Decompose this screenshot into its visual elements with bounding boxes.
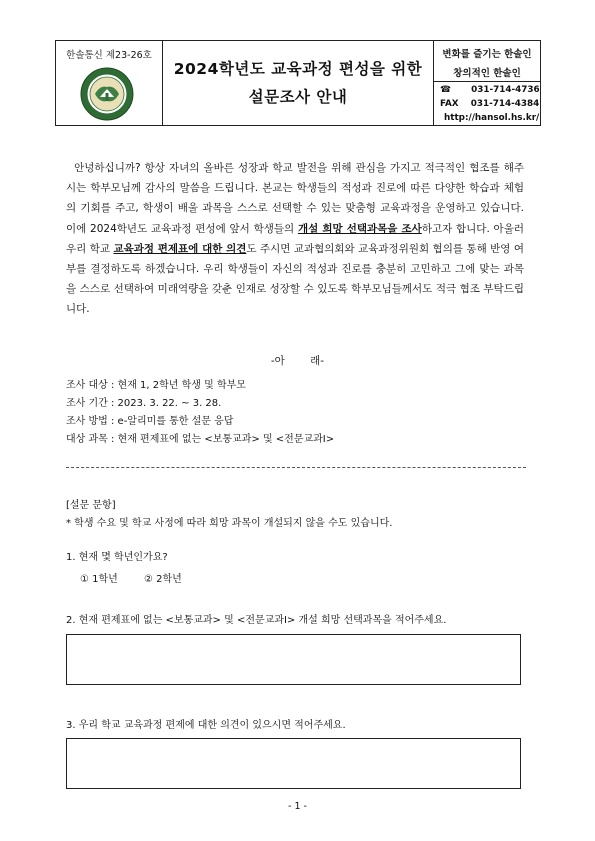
phone-number: 031-714-4736 <box>471 85 540 95</box>
document-number: 한솔통신 제23-26호 <box>66 50 152 61</box>
intro-paragraph <box>66 158 524 320</box>
survey-note: * 학생 수요 및 학교 사정에 따라 희망 과목이 개설되지 않을 수도 있습니다. <box>66 518 393 529</box>
school-emblem-icon <box>80 67 134 121</box>
header-right-cell <box>434 41 540 125</box>
question-3: 3. 우리 학교 교육과정 편제에 대한 의견이 있으시면 적어주세요. <box>66 720 346 731</box>
section-divider <box>66 467 526 468</box>
intro-emphasis-survey: 개설 희망 선택과목을 조사 <box>297 222 422 235</box>
question-1: 1. 현재 몇 학년인가요? <box>66 552 168 563</box>
header-title-cell <box>163 41 434 125</box>
info-target: 조사 대상 : 현재 1, 2학년 학생 및 학부모 <box>66 380 246 391</box>
details-heading: -아 래- <box>270 355 325 367</box>
info-subjects: 대상 과목 : 현재 편제표에 없는 <보통교과> 및 <전문교과Ⅰ> <box>66 434 335 445</box>
intro-text-2: 하고자 합니다. 아울러 우리 학교 <box>66 222 524 255</box>
info-method: 조사 방법 : e-알리미를 통한 설문 응답 <box>66 416 234 427</box>
fax-line <box>440 99 539 109</box>
document-title-line2: 설문조사 안내 <box>248 88 348 106</box>
fax-label: FAX <box>440 99 459 109</box>
q1-option-grade2[interactable]: ② 2학년 <box>144 574 182 585</box>
info-period: 조사 기간 : 2023. 3. 22. ~ 3. 28. <box>66 398 222 409</box>
intro-text-1: 안녕하십니까? 항상 자녀의 올바른 성장과 학교 발전을 위해 관심을 가지고 적극적인 협조를 해주시는 학부모님께 감사의 말씀을 드립니다. 본교는 학생들의 적성과 진로에 따른 다양한 학습과 체험의 기회를 주고, 학생이 배울 과목을 스스로 선택할 수 있는 맞춤형 교육과정을 운영하고 있습니다. 이에 2024학년도 교육과정 편성에 앞서 학생들의 <box>66 162 524 235</box>
header-left-cell <box>56 41 163 125</box>
fax-number: 031-714-4384 <box>470 99 540 109</box>
header-divider <box>434 81 540 82</box>
q1-option-grade1[interactable]: ① 1학년 <box>80 574 118 585</box>
document-title-line1: 2024학년도 교육과정 편성을 위한 <box>173 60 423 78</box>
page-number: - 1 - <box>288 801 307 812</box>
intro-text-3: 도 주시면 교과협의회와 교육과정위원회 협의를 통해 반영 여부를 결정하도록 하겠습니다. 우리 학생들이 자신의 적성과 진로를 충분히 고민하고 그에 맞는 과목을 스스로 선택하여 미래역량을 갖춘 인재로 성장할 수 있도록 학부모님들께서도 적극 협조 부탁드립니다. <box>66 242 524 316</box>
question-2: 2. 현재 편제표에 없는 <보통교과> 및 <전문교과Ⅰ> 개설 희망 선택과목을 적어주세요. <box>66 615 447 626</box>
school-slogan-line2: 창의적인 한솔인 <box>453 68 521 79</box>
intro-emphasis-opinion: 교육과정 편제표에 대한 의견 <box>113 242 247 255</box>
school-url[interactable]: http://hansol.hs.kr/ <box>444 113 540 123</box>
phone-line <box>440 85 540 95</box>
q3-answer-box[interactable] <box>66 738 521 789</box>
phone-icon: ☎ <box>440 85 451 95</box>
survey-heading: [설문 문항] <box>66 500 116 511</box>
school-slogan-line1: 변화를 즐기는 한솔인 <box>442 49 532 60</box>
q2-answer-box[interactable] <box>66 634 521 685</box>
letter-header <box>55 40 541 126</box>
